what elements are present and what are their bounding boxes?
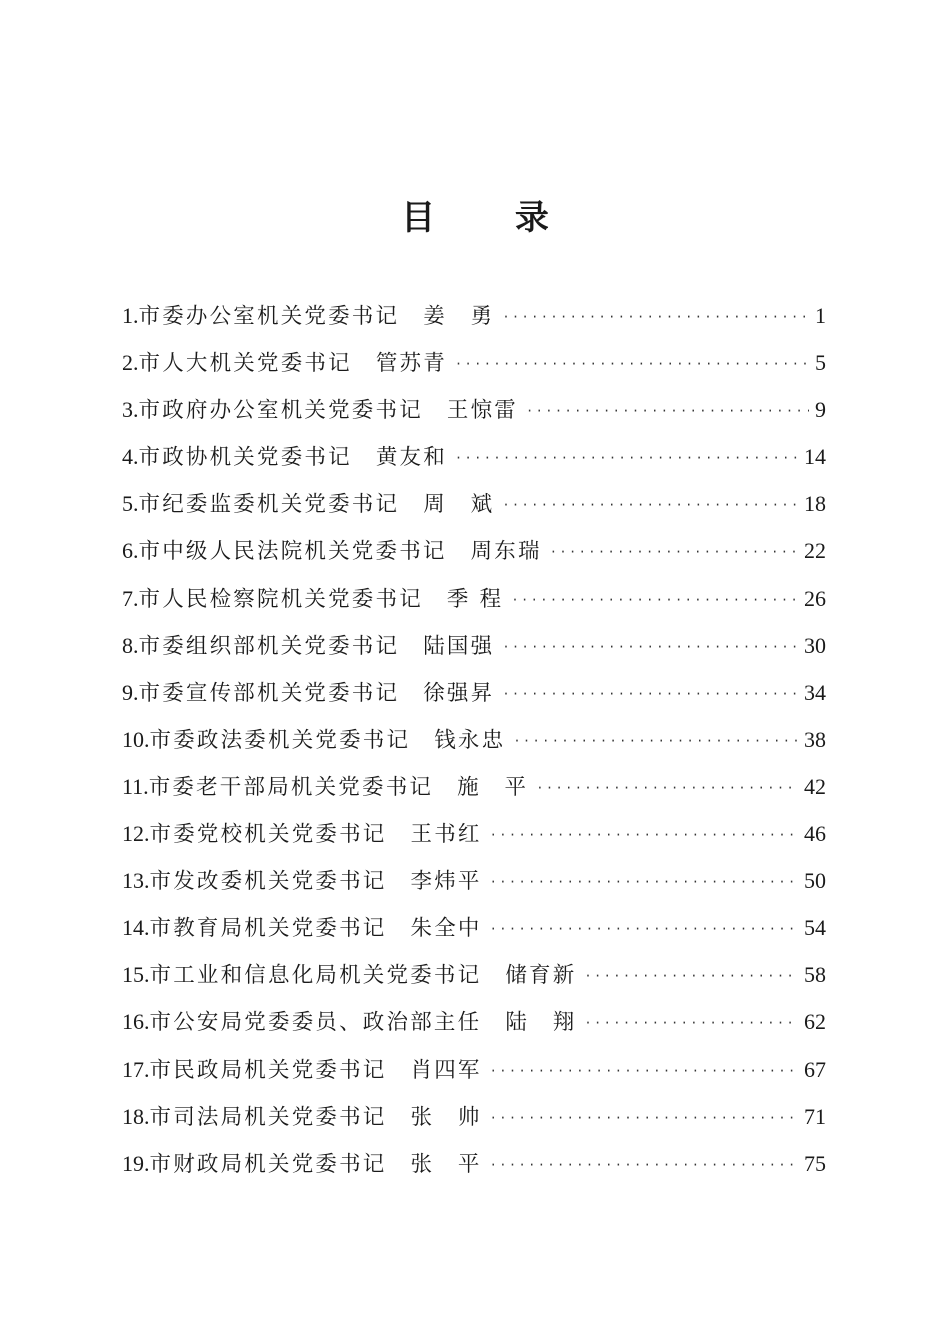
entry-page-number: 26 (804, 585, 826, 611)
entry-page-number: 54 (804, 915, 826, 941)
entry-number: 13. (122, 868, 150, 894)
entry-number: 4. (122, 444, 139, 470)
entry-page-number: 50 (804, 868, 826, 894)
toc-entry[interactable] (122, 292, 826, 339)
dot-leader (455, 341, 809, 388)
entry-author: 朱全中 (410, 916, 482, 942)
entry-page-number: 71 (804, 1103, 826, 1129)
entry-author: 陆国强 (423, 633, 495, 659)
dot-leader (513, 718, 798, 765)
entry-author: 徐强昇 (423, 680, 495, 706)
entry-title: 市民政局机关党委书记 (149, 1057, 387, 1083)
dot-leader (455, 435, 798, 482)
toc-entry[interactable] (122, 857, 826, 904)
entry-page-number: 30 (804, 632, 826, 658)
entry-number: 14. (122, 915, 150, 941)
entry-number: 18. (122, 1103, 150, 1129)
toc-entry[interactable] (122, 433, 826, 480)
entry-number: 9. (122, 679, 139, 705)
entry-number: 10. (122, 726, 150, 752)
entry-page-number: 9 (815, 397, 826, 423)
entry-title: 市教育局机关党委书记 (149, 916, 387, 942)
entry-author: 季 程 (446, 586, 504, 612)
dot-leader (490, 812, 798, 859)
entry-author: 张 帅 (410, 1104, 482, 1130)
dot-leader (502, 294, 809, 341)
entry-author: 管苏青 (375, 351, 447, 377)
entry-number: 5. (122, 491, 139, 517)
entry-page-number: 58 (804, 962, 826, 988)
entry-title: 市委政法委机关党委书记 (149, 727, 411, 753)
entry-page-number: 18 (804, 491, 826, 517)
entry-number: 1. (122, 303, 139, 328)
toc-entry[interactable] (122, 527, 826, 574)
dot-leader (584, 953, 798, 1000)
entry-number: 19. (122, 1150, 150, 1176)
entry-author: 姜 勇 (423, 304, 495, 329)
toc-entry[interactable] (122, 339, 826, 386)
dot-leader (502, 624, 798, 671)
entry-page-number: 42 (804, 773, 826, 799)
entry-page-number: 62 (804, 1009, 826, 1035)
entry-number: 16. (122, 1009, 150, 1035)
toc-entry[interactable] (122, 998, 826, 1045)
entry-page-number: 14 (804, 444, 826, 470)
dot-leader (550, 529, 798, 576)
dot-leader (490, 859, 798, 906)
entry-title: 市政府办公室机关党委书记 (138, 398, 423, 424)
entry-title: 市委老干部局机关党委书记 (148, 774, 434, 800)
toc-entry[interactable] (122, 1093, 826, 1140)
entry-page-number: 46 (804, 821, 826, 847)
entry-number: 12. (122, 821, 150, 847)
entry-number: 6. (122, 538, 139, 564)
toc-entry[interactable] (122, 904, 826, 951)
entry-page-number: 38 (804, 726, 826, 752)
entry-title: 市司法局机关党委书记 (149, 1104, 387, 1130)
dot-leader (584, 1000, 798, 1047)
entry-title: 市人民检察院机关党委书记 (138, 586, 423, 612)
toc-entry[interactable] (122, 716, 826, 763)
entry-number: 2. (122, 350, 139, 376)
toc-entry[interactable] (122, 480, 826, 527)
entry-title: 市委宣传部机关党委书记 (138, 680, 400, 706)
entry-author: 储育新 (505, 963, 577, 989)
entry-title: 市人大机关党委书记 (138, 351, 352, 377)
toc-entry[interactable] (122, 763, 826, 810)
toc-entry[interactable] (122, 386, 826, 433)
entry-number: 15. (122, 962, 150, 988)
entry-number: 7. (122, 585, 139, 611)
entry-number: 8. (122, 632, 139, 658)
page-title: 目 录 (401, 198, 583, 238)
toc-entry[interactable] (122, 622, 826, 669)
entry-number: 3. (122, 397, 139, 423)
dot-leader (490, 906, 798, 953)
entry-author: 周东瑞 (470, 539, 542, 565)
entry-page-number: 22 (804, 538, 826, 564)
dot-leader (526, 388, 809, 435)
entry-title: 市政协机关党委书记 (138, 445, 352, 471)
toc-entry[interactable] (122, 1046, 826, 1093)
entry-author: 王书红 (410, 822, 482, 848)
entry-page-number: 67 (804, 1056, 826, 1082)
entry-page-number: 1 (815, 303, 826, 328)
dot-leader (502, 482, 798, 529)
entry-author: 肖四军 (410, 1057, 482, 1083)
entry-title: 市纪委监委机关党委书记 (138, 492, 400, 518)
entry-page-number: 34 (804, 679, 826, 705)
dot-leader (490, 1142, 798, 1189)
entry-author: 周 斌 (423, 492, 495, 518)
toc-entry[interactable] (122, 669, 826, 716)
entry-author: 张 平 (410, 1151, 482, 1177)
entry-page-number: 5 (815, 350, 826, 376)
dot-leader (490, 1095, 798, 1142)
toc-entry[interactable] (122, 951, 826, 998)
entry-title: 市发改委机关党委书记 (149, 869, 387, 895)
entry-title: 市委党校机关党委书记 (149, 822, 387, 848)
entry-title: 市公安局党委委员、政治部主任 (149, 1010, 482, 1036)
dot-leader (490, 1048, 798, 1095)
entry-title: 市中级人民法院机关党委书记 (138, 539, 447, 565)
entry-author: 施 平 (457, 774, 529, 800)
entry-author: 钱永忠 (434, 727, 506, 753)
entry-author: 王惊雷 (446, 398, 519, 424)
entry-page-number: 75 (804, 1150, 826, 1176)
entry-title: 市财政局机关党委书记 (149, 1151, 387, 1177)
entry-number: 11. (122, 773, 149, 799)
entry-author: 李炜平 (410, 869, 482, 895)
toc-entry[interactable] (122, 575, 826, 622)
dot-leader (502, 671, 798, 718)
entry-number: 17. (122, 1056, 150, 1082)
entry-author: 陆 翔 (505, 1010, 577, 1036)
toc-entry[interactable] (122, 810, 826, 857)
entry-title: 市工业和信息化局机关党委书记 (149, 963, 482, 989)
dot-leader (536, 765, 798, 812)
dot-leader (511, 577, 798, 624)
entry-author: 黄友和 (375, 445, 447, 471)
toc-list (122, 292, 826, 1187)
toc-entry[interactable] (122, 1140, 826, 1187)
entry-title: 市委办公室机关党委书记 (138, 304, 400, 329)
entry-title: 市委组织部机关党委书记 (138, 633, 400, 659)
